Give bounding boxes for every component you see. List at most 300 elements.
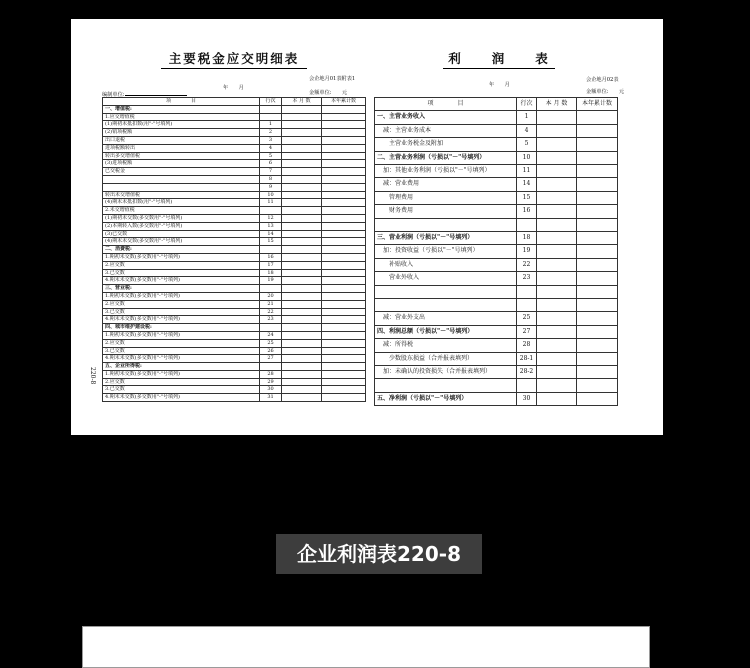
row-ytd-value	[577, 299, 618, 312]
row-item: 一、主营业务收入	[375, 111, 517, 124]
row-line: 10	[260, 191, 282, 199]
row-item: 2.应交数	[103, 339, 260, 347]
row-ytd-value	[322, 183, 366, 191]
row-month-value	[537, 232, 577, 245]
row-item: 3.已交数	[103, 347, 260, 355]
row-line	[260, 105, 282, 113]
row-item: 少数股东损益（合并报表填列）	[375, 352, 517, 365]
table-row	[103, 105, 366, 113]
row-item: 1.期初未交数(多交数用"-"号填列)	[103, 370, 260, 378]
row-line: 15	[260, 238, 282, 246]
row-item: 四、利润总额（亏损以"－"号填列）	[375, 325, 517, 338]
row-line: 17	[260, 261, 282, 269]
row-month-value	[282, 136, 322, 144]
table-row	[103, 160, 366, 168]
row-item	[375, 379, 517, 392]
table-row	[103, 152, 366, 160]
table-row	[103, 168, 366, 176]
table-row	[103, 199, 366, 207]
row-ytd-value	[322, 308, 366, 316]
row-line: 29	[260, 378, 282, 386]
row-item: 减：营业费用	[375, 178, 517, 191]
row-item: 主营业务税金及附加	[375, 138, 517, 151]
row-month-value	[282, 183, 322, 191]
row-month-value	[282, 261, 322, 269]
row-item: (4)期末未抵扣数(用"-"号填列)	[103, 199, 260, 207]
row-month-value	[537, 325, 577, 338]
row-item: 一、增值税:	[103, 105, 260, 113]
table-row	[375, 325, 618, 338]
right-unit-label: 金额单位: 元	[586, 89, 625, 95]
row-ytd-value	[577, 392, 618, 405]
row-month-value	[537, 352, 577, 365]
row-ytd-value	[322, 175, 366, 183]
table-row	[103, 129, 366, 137]
row-month-value	[282, 253, 322, 261]
row-month-value	[282, 370, 322, 378]
row-line: 5	[260, 152, 282, 160]
row-month-value	[282, 269, 322, 277]
row-month-value	[282, 199, 322, 207]
row-line: 23	[260, 316, 282, 324]
table-row	[375, 352, 618, 365]
row-line: 25	[260, 339, 282, 347]
row-item: 四、城市维护建设税:	[103, 324, 260, 332]
table-row	[103, 363, 366, 371]
row-month-value	[537, 285, 577, 298]
row-month-value	[537, 339, 577, 352]
row-month-value	[537, 366, 577, 379]
row-item: 五、净利润（亏损以"－"号填列）	[375, 392, 517, 405]
row-line: 25	[517, 312, 537, 325]
row-item	[375, 285, 517, 298]
row-line	[260, 246, 282, 254]
row-month-value	[537, 245, 577, 258]
row-ytd-value	[322, 324, 366, 332]
row-line: 4	[517, 124, 537, 137]
row-month-value	[282, 285, 322, 293]
row-month-value	[537, 392, 577, 405]
table-row	[375, 339, 618, 352]
col-header-line: 行次	[260, 98, 282, 106]
row-item: 二、主营业务利润（亏损以"－"号填列）	[375, 151, 517, 164]
row-ytd-value	[322, 238, 366, 246]
compiler-label: 编制单位:	[102, 91, 187, 98]
row-month-value	[282, 324, 322, 332]
row-line: 24	[260, 331, 282, 339]
row-item: 3.已交数	[103, 386, 260, 394]
row-line: 26	[260, 347, 282, 355]
table-row	[103, 300, 366, 308]
row-ytd-value	[577, 339, 618, 352]
row-item	[375, 218, 517, 231]
row-month-value	[282, 308, 322, 316]
table-row	[103, 339, 366, 347]
row-ytd-value	[577, 232, 618, 245]
table-row	[103, 136, 366, 144]
row-ytd-value	[577, 111, 618, 124]
table-row	[375, 178, 618, 191]
row-month-value	[537, 124, 577, 137]
row-line: 18	[517, 232, 537, 245]
row-ytd-value	[322, 246, 366, 254]
table-row	[375, 245, 618, 258]
row-month-value	[282, 277, 322, 285]
form-sheet	[71, 19, 663, 435]
table-row	[103, 355, 366, 363]
row-item: (3)已交数	[103, 230, 260, 238]
table-row	[103, 261, 366, 269]
row-item: 4.期末未交数(多交数用"-"号填列)	[103, 277, 260, 285]
table-row	[375, 392, 618, 405]
row-month-value	[282, 386, 322, 394]
table-row	[375, 124, 618, 137]
table-row	[103, 144, 366, 152]
row-line: 28-1	[517, 352, 537, 365]
row-line: 30	[517, 392, 537, 405]
row-ytd-value	[322, 199, 366, 207]
row-month-value	[282, 347, 322, 355]
row-item: 转出多交增值税	[103, 152, 260, 160]
row-item: 1.期初未交数(多交数用"-"号填列)	[103, 253, 260, 261]
row-item: 加：未确认的投资损失（合并报表填列）	[375, 366, 517, 379]
row-line: 12	[260, 214, 282, 222]
table-row	[103, 370, 366, 378]
col-header-month: 本 月 数	[282, 98, 322, 106]
row-ytd-value	[322, 105, 366, 113]
row-month-value	[282, 394, 322, 402]
row-item: 2.应交数	[103, 261, 260, 269]
row-ytd-value	[577, 352, 618, 365]
row-month-value	[282, 363, 322, 371]
income-statement-table	[374, 97, 618, 406]
row-line: 10	[517, 151, 537, 164]
table-row	[375, 258, 618, 271]
row-item: (2)本期转入数(多交数用"-"号填列)	[103, 222, 260, 230]
row-month-value	[282, 316, 322, 324]
left-unit-label: 金额单位: 元	[309, 90, 348, 96]
row-line: 7	[260, 168, 282, 176]
row-line: 16	[260, 253, 282, 261]
row-ytd-value	[322, 207, 366, 215]
table-row	[103, 246, 366, 254]
row-line: 19	[260, 277, 282, 285]
row-ytd-value	[577, 151, 618, 164]
row-ytd-value	[322, 136, 366, 144]
row-ytd-value	[577, 124, 618, 137]
row-line	[517, 299, 537, 312]
row-line	[517, 285, 537, 298]
row-month-value	[282, 191, 322, 199]
row-month-value	[282, 121, 322, 129]
table-row	[375, 165, 618, 178]
row-line: 3	[260, 136, 282, 144]
row-item: 管理费用	[375, 191, 517, 204]
row-ytd-value	[577, 178, 618, 191]
row-month-value	[282, 331, 322, 339]
row-ytd-value	[322, 230, 366, 238]
row-line: 22	[517, 258, 537, 271]
table-row	[103, 113, 366, 121]
table-row	[375, 218, 618, 231]
col-header-ytd: 本年累计数	[322, 98, 366, 106]
tax-detail-title: 主要税金应交明细表	[161, 49, 307, 69]
row-line: 20	[260, 292, 282, 300]
table-row	[103, 324, 366, 332]
row-month-value	[282, 168, 322, 176]
table-row	[103, 308, 366, 316]
table-row	[103, 253, 366, 261]
table-row	[103, 121, 366, 129]
row-month-value	[282, 129, 322, 137]
row-line: 21	[260, 300, 282, 308]
row-ytd-value	[577, 218, 618, 231]
row-line: 22	[260, 308, 282, 316]
row-line: 31	[260, 394, 282, 402]
tax-detail-table	[102, 97, 366, 402]
row-item	[103, 175, 260, 183]
table-row	[103, 285, 366, 293]
row-item: 4.期末未交数(多交数用"-"号填列)	[103, 394, 260, 402]
row-line: 9	[260, 183, 282, 191]
row-ytd-value	[322, 113, 366, 121]
row-month-value	[537, 258, 577, 271]
row-ytd-value	[322, 394, 366, 402]
row-ytd-value	[577, 165, 618, 178]
row-line	[260, 363, 282, 371]
row-line: 1	[517, 111, 537, 124]
row-item: (3)进项税额	[103, 160, 260, 168]
row-line: 14	[260, 230, 282, 238]
row-ytd-value	[322, 378, 366, 386]
row-item	[375, 299, 517, 312]
row-ytd-value	[322, 292, 366, 300]
row-line	[260, 207, 282, 215]
row-item: 三、营业利润（亏损以"－"号填列）	[375, 232, 517, 245]
row-item: 已交税金	[103, 168, 260, 176]
row-month-value	[282, 246, 322, 254]
row-ytd-value	[322, 355, 366, 363]
row-item: 2.应交数	[103, 300, 260, 308]
row-item: (2)销项税额	[103, 129, 260, 137]
row-item: (4)期末未交数(多交数用"-"号填列)	[103, 238, 260, 246]
income-statement-title: 利 润 表	[443, 49, 555, 69]
row-month-value	[537, 111, 577, 124]
col-header-item: 项 目	[375, 98, 517, 111]
table-header-row	[103, 98, 366, 106]
row-month-value	[282, 222, 322, 230]
table-row	[375, 205, 618, 218]
row-line: 5	[517, 138, 537, 151]
table-row	[103, 292, 366, 300]
row-line: 13	[260, 222, 282, 230]
row-ytd-value	[322, 253, 366, 261]
row-item: 2.应交数	[103, 378, 260, 386]
row-ytd-value	[577, 191, 618, 204]
table-header-row	[375, 98, 618, 111]
row-month-value	[537, 191, 577, 204]
row-line: 4	[260, 144, 282, 152]
row-item: 营业外收入	[375, 272, 517, 285]
row-line: 1	[260, 121, 282, 129]
row-month-value	[282, 175, 322, 183]
row-ytd-value	[322, 316, 366, 324]
row-ytd-value	[577, 245, 618, 258]
row-ytd-value	[322, 386, 366, 394]
row-line: 18	[260, 269, 282, 277]
row-month-value	[282, 207, 322, 215]
row-ytd-value	[322, 191, 366, 199]
col-header-month: 本 月 数	[537, 98, 577, 111]
row-ytd-value	[577, 258, 618, 271]
row-month-value	[537, 299, 577, 312]
row-ytd-value	[322, 370, 366, 378]
table-row	[103, 394, 366, 402]
left-year-month: 年 月	[223, 85, 244, 91]
row-month-value	[537, 178, 577, 191]
row-item: 进项税额转出	[103, 144, 260, 152]
row-line: 28-2	[517, 366, 537, 379]
row-item: 出口退税	[103, 136, 260, 144]
table-row	[103, 277, 366, 285]
row-line: 28	[517, 339, 537, 352]
row-ytd-value	[322, 300, 366, 308]
row-ytd-value	[577, 138, 618, 151]
right-year-month: 年 月	[489, 82, 510, 88]
col-header-line: 行次	[517, 98, 537, 111]
row-item	[103, 183, 260, 191]
row-ytd-value	[322, 144, 366, 152]
table-row	[103, 222, 366, 230]
row-item: 转出未交增值税	[103, 191, 260, 199]
row-item: 3.已交数	[103, 308, 260, 316]
row-line: 19	[517, 245, 537, 258]
row-item: 加：投资收益（亏损以"－"号填列）	[375, 245, 517, 258]
row-line: 27	[260, 355, 282, 363]
table-row	[103, 347, 366, 355]
table-row	[103, 238, 366, 246]
row-ytd-value	[322, 214, 366, 222]
row-line	[260, 285, 282, 293]
next-preview-panel	[82, 626, 650, 668]
row-ytd-value	[322, 261, 366, 269]
row-line: 8	[260, 175, 282, 183]
table-row	[375, 312, 618, 325]
row-ytd-value	[322, 160, 366, 168]
col-header-ytd: 本年累计数	[577, 98, 618, 111]
row-line: 30	[260, 386, 282, 394]
table-row	[103, 183, 366, 191]
row-item: 减：营业外支出	[375, 312, 517, 325]
row-ytd-value	[322, 168, 366, 176]
table-row	[103, 191, 366, 199]
row-line: 2	[260, 129, 282, 137]
row-item: 3.已交数	[103, 269, 260, 277]
row-month-value	[537, 151, 577, 164]
row-ytd-value	[322, 121, 366, 129]
row-month-value	[282, 238, 322, 246]
row-month-value	[282, 292, 322, 300]
row-month-value	[537, 312, 577, 325]
row-month-value	[537, 205, 577, 218]
table-row	[375, 111, 618, 124]
row-item: 财务费用	[375, 205, 517, 218]
row-month-value	[282, 339, 322, 347]
row-ytd-value	[577, 285, 618, 298]
row-line: 16	[517, 205, 537, 218]
row-ytd-value	[322, 222, 366, 230]
row-ytd-value	[322, 339, 366, 347]
row-month-value	[282, 214, 322, 222]
row-line: 15	[517, 191, 537, 204]
table-row	[375, 272, 618, 285]
row-item: 五、企业所得税:	[103, 363, 260, 371]
row-item: 二、消费税:	[103, 246, 260, 254]
row-ytd-value	[322, 331, 366, 339]
table-row	[375, 299, 618, 312]
row-month-value	[282, 300, 322, 308]
row-item: (1)期初未抵扣数(用"-"号填列)	[103, 121, 260, 129]
row-item: (1)期初未交数(多交数用"-"号填列)	[103, 214, 260, 222]
row-month-value	[537, 165, 577, 178]
table-row	[103, 207, 366, 215]
row-line: 11	[517, 165, 537, 178]
row-month-value	[282, 113, 322, 121]
row-month-value	[537, 272, 577, 285]
table-row	[103, 175, 366, 183]
row-item: 1.期初未交数(多交数用"-"号填列)	[103, 331, 260, 339]
row-ytd-value	[322, 285, 366, 293]
table-row	[375, 151, 618, 164]
row-item: 加：其他业务利润（亏损以"－"号填列）	[375, 165, 517, 178]
left-form-code: 会企地月01表附表1	[309, 76, 356, 82]
row-ytd-value	[577, 312, 618, 325]
row-month-value	[537, 379, 577, 392]
row-month-value	[537, 218, 577, 231]
row-item: 减：所得税	[375, 339, 517, 352]
table-row	[375, 366, 618, 379]
col-header-item: 项 目	[103, 98, 260, 106]
row-item: 4.期末未交数(多交数用"-"号填列)	[103, 316, 260, 324]
row-item: 4.期末未交数(多交数用"-"号填列)	[103, 355, 260, 363]
row-ytd-value	[577, 379, 618, 392]
row-ytd-value	[322, 129, 366, 137]
row-item: 1.期初未交数(多交数用"-"号填列)	[103, 292, 260, 300]
row-item: 2.未交增值税	[103, 207, 260, 215]
table-row	[375, 138, 618, 151]
row-ytd-value	[577, 325, 618, 338]
row-month-value	[282, 230, 322, 238]
table-row	[375, 285, 618, 298]
row-line: 11	[260, 199, 282, 207]
table-row	[103, 230, 366, 238]
row-line: 6	[260, 160, 282, 168]
row-item: 减：主营业务成本	[375, 124, 517, 137]
row-month-value	[282, 378, 322, 386]
row-ytd-value	[322, 269, 366, 277]
row-ytd-value	[577, 366, 618, 379]
row-month-value	[282, 160, 322, 168]
product-banner: 企业利润表220-8	[276, 534, 482, 574]
row-month-value	[282, 144, 322, 152]
row-line: 23	[517, 272, 537, 285]
table-row	[103, 316, 366, 324]
table-row	[103, 386, 366, 394]
table-row	[103, 269, 366, 277]
table-row	[375, 191, 618, 204]
table-row	[375, 232, 618, 245]
row-month-value	[537, 138, 577, 151]
